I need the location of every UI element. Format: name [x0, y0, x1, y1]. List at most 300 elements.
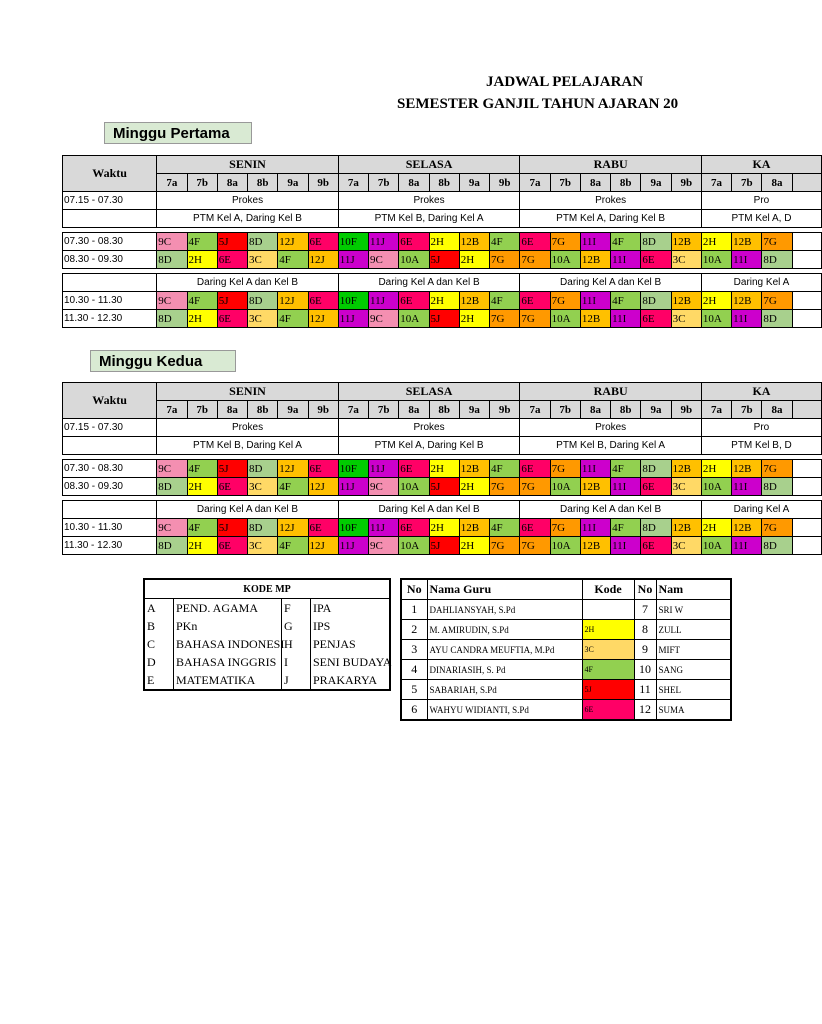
session-note: PTM Kel B, D — [701, 437, 821, 455]
schedule-cell: 4F — [187, 519, 217, 537]
teacher-code: 4F — [582, 660, 634, 680]
schedule-cell: 8D — [762, 537, 792, 555]
subject-name: SENI BUDAYA — [311, 653, 391, 671]
class-col-header: 8b — [429, 401, 459, 419]
class-col-header: 9b — [490, 174, 520, 192]
schedule-cell: 11I — [611, 478, 641, 496]
schedule-cell: 6E — [399, 460, 429, 478]
schedule-cell: 12B — [671, 292, 701, 310]
class-col-header: 7b — [550, 174, 580, 192]
subject-code: B — [144, 617, 174, 635]
schedule-cell: 11J — [369, 292, 399, 310]
schedule-cell: 10A — [399, 310, 429, 328]
schedule-cell: 3C — [248, 478, 278, 496]
schedule-cell: 4F — [611, 292, 641, 310]
schedule-cell: 11I — [732, 478, 762, 496]
time-slot — [63, 501, 157, 519]
session-note: Daring Kel A dan Kel B — [520, 501, 702, 519]
schedule-cell: 12B — [580, 251, 610, 269]
teacher-number: 1 — [401, 600, 427, 620]
schedule-cell: 10A — [701, 251, 731, 269]
schedule-cell: 10A — [701, 310, 731, 328]
day-header: RABU — [520, 156, 702, 174]
schedule-cell: 11J — [369, 460, 399, 478]
schedule-cell: 11J — [369, 519, 399, 537]
schedule-cell: 3C — [248, 310, 278, 328]
schedule-cell: 7G — [490, 310, 520, 328]
schedule-cell: 6E — [217, 478, 247, 496]
schedule-cell: 6E — [641, 537, 671, 555]
schedule-cell: 11I — [580, 519, 610, 537]
teacher-number: 5 — [401, 680, 427, 700]
time-slot — [63, 210, 157, 228]
class-col-header: 9a — [641, 401, 671, 419]
schedule-cell: 12B — [459, 519, 489, 537]
schedule-cell: 7G — [490, 537, 520, 555]
session-note: Daring Kel A dan Kel B — [520, 274, 702, 292]
schedule-cell: 10A — [550, 537, 580, 555]
class-col-header: 8a — [580, 401, 610, 419]
schedule-cell: 2H — [701, 292, 731, 310]
schedule-cell: 10F — [338, 233, 368, 251]
session-note: Prokes — [338, 192, 520, 210]
schedule-cell: 3C — [671, 251, 701, 269]
teacher-name: SABARIAH, S.Pd — [427, 680, 582, 700]
schedule-cell: 9C — [157, 460, 187, 478]
class-col-header: 8a — [217, 174, 247, 192]
schedule-cell: 4F — [278, 537, 308, 555]
schedule-cell: 7G — [520, 537, 550, 555]
schedule-cell: 12B — [671, 519, 701, 537]
class-col-header: 8a — [217, 401, 247, 419]
schedule-cell: 6E — [520, 233, 550, 251]
class-col-header: 7b — [732, 174, 762, 192]
schedule-cell: 5J — [429, 478, 459, 496]
schedule-cell: 7G — [550, 460, 580, 478]
subject-name: PRAKARYA — [311, 671, 391, 690]
class-col-header: 8b — [429, 174, 459, 192]
schedule-cell: 8D — [157, 251, 187, 269]
schedule-cell: 8D — [157, 537, 187, 555]
class-col-header: 9b — [671, 174, 701, 192]
schedule-cell: 8D — [762, 478, 792, 496]
session-note: PTM Kel B, Daring Kel A — [520, 437, 702, 455]
schedule-cell: 8D — [641, 519, 671, 537]
session-note: Prokes — [520, 419, 702, 437]
schedule-cell: 9C — [157, 233, 187, 251]
guru-header: Nam — [656, 579, 731, 600]
teacher-number: 12 — [634, 700, 656, 721]
class-col-header: 8b — [611, 401, 641, 419]
class-col-header: 8a — [399, 174, 429, 192]
class-col-header: 9a — [459, 174, 489, 192]
session-note: PTM Kel A, D — [701, 210, 821, 228]
time-slot: 11.30 - 12.30 — [63, 537, 157, 555]
session-note: PTM Kel B, Daring Kel A — [338, 210, 520, 228]
teacher-code: 2H — [582, 620, 634, 640]
kode-mp-header: KODE MP — [144, 579, 390, 599]
guru-table — [400, 578, 732, 721]
class-col-header: 9b — [490, 401, 520, 419]
schedule-cell: 8D — [641, 233, 671, 251]
schedule-cell: 8D — [762, 251, 792, 269]
schedule-cell: 4F — [278, 310, 308, 328]
schedule-cell: 12B — [732, 233, 762, 251]
guru-header: No — [634, 579, 656, 600]
time-slot: 08.30 - 09.30 — [63, 251, 157, 269]
schedule-cell: 11I — [732, 251, 762, 269]
class-col-header: 7a — [701, 401, 731, 419]
teacher-name: DAHLIANSYAH, S.Pd — [427, 600, 582, 620]
schedule-cell: 7G — [762, 233, 792, 251]
class-col-header: 9a — [641, 174, 671, 192]
schedule-cell: 12B — [459, 233, 489, 251]
schedule-cell: 2H — [701, 460, 731, 478]
teacher-number: 4 — [401, 660, 427, 680]
class-col-header: 7a — [520, 174, 550, 192]
class-col-header: 9b — [308, 401, 338, 419]
schedule-cell — [792, 519, 821, 537]
schedule-cell: 10A — [399, 251, 429, 269]
class-col-header: 9a — [278, 401, 308, 419]
schedule-cell: 4F — [611, 519, 641, 537]
schedule-cell — [792, 310, 821, 328]
schedule-cell: 4F — [187, 460, 217, 478]
schedule-cell: 12B — [580, 537, 610, 555]
class-col-header: 8b — [248, 174, 278, 192]
schedule-cell: 7G — [550, 233, 580, 251]
schedule-cell: 4F — [611, 233, 641, 251]
time-slot — [63, 437, 157, 455]
teacher-number: 7 — [634, 600, 656, 620]
schedule-cell: 12J — [308, 251, 338, 269]
class-col-header: 7a — [157, 401, 187, 419]
schedule-cell: 6E — [399, 292, 429, 310]
schedule-week-2 — [62, 382, 822, 555]
schedule-cell: 10A — [550, 478, 580, 496]
subject-code: G — [282, 617, 311, 635]
schedule-cell — [792, 251, 821, 269]
title-line-1: JADWAL PELAJARAN — [486, 74, 644, 90]
schedule-cell: 12J — [278, 292, 308, 310]
session-note: Prokes — [157, 419, 339, 437]
schedule-cell: 5J — [217, 233, 247, 251]
class-col-header: 7a — [701, 174, 731, 192]
class-col-header: 8a — [399, 401, 429, 419]
teacher-code: 3C — [582, 640, 634, 660]
schedule-cell: 2H — [429, 519, 459, 537]
schedule-cell: 11J — [338, 478, 368, 496]
schedule-cell: 10A — [399, 537, 429, 555]
schedule-cell: 12J — [278, 519, 308, 537]
schedule-cell: 9C — [369, 310, 399, 328]
teacher-code: 6E — [582, 700, 634, 721]
session-note: Daring Kel A dan Kel B — [338, 501, 520, 519]
schedule-cell: 6E — [520, 292, 550, 310]
schedule-cell: 8D — [248, 292, 278, 310]
schedule-cell: 8D — [157, 478, 187, 496]
subject-name: PKn — [174, 617, 282, 635]
teacher-name: SRI W — [656, 600, 731, 620]
subject-code: A — [144, 599, 174, 618]
schedule-cell: 4F — [490, 292, 520, 310]
schedule-cell: 11I — [611, 537, 641, 555]
day-header: SENIN — [157, 383, 339, 401]
subject-name: PENJAS — [311, 635, 391, 653]
time-slot: 07.15 - 07.30 — [63, 192, 157, 210]
schedule-cell: 12B — [732, 292, 762, 310]
session-note: Pro — [701, 419, 821, 437]
teacher-name: MIFT — [656, 640, 731, 660]
schedule-cell — [792, 292, 821, 310]
teacher-name: SHEL — [656, 680, 731, 700]
waktu-header: Waktu — [63, 156, 157, 192]
schedule-cell: 12B — [459, 292, 489, 310]
schedule-cell: 4F — [278, 478, 308, 496]
class-col-header: 7a — [520, 401, 550, 419]
guru-header: No — [401, 579, 427, 600]
teacher-code: 5J — [582, 680, 634, 700]
schedule-cell: 12B — [580, 310, 610, 328]
schedule-cell: 11I — [732, 537, 762, 555]
schedule-cell: 4F — [187, 233, 217, 251]
schedule-cell: 12B — [671, 233, 701, 251]
schedule-cell: 2H — [429, 292, 459, 310]
session-note: PTM Kel A, Daring Kel B — [338, 437, 520, 455]
schedule-cell: 9C — [369, 251, 399, 269]
schedule-cell: 12B — [732, 519, 762, 537]
schedule-cell: 12J — [308, 478, 338, 496]
time-slot — [63, 274, 157, 292]
schedule-cell: 2H — [429, 460, 459, 478]
week-2-label: Minggu Kedua — [90, 350, 236, 372]
schedule-cell: 11I — [611, 310, 641, 328]
session-note: Prokes — [157, 192, 339, 210]
schedule-cell — [792, 478, 821, 496]
session-note: Prokes — [520, 192, 702, 210]
schedule-cell: 3C — [671, 478, 701, 496]
schedule-cell: 12J — [278, 233, 308, 251]
class-col-header: 8a — [762, 174, 792, 192]
class-col-header: 9b — [671, 401, 701, 419]
teacher-name: AYU CANDRA MEUFTIA, M.Pd — [427, 640, 582, 660]
schedule-cell: 10A — [399, 478, 429, 496]
schedule-cell: 5J — [429, 251, 459, 269]
schedule-cell: 6E — [217, 537, 247, 555]
subject-code: F — [282, 599, 311, 618]
class-col-header: 7b — [369, 174, 399, 192]
schedule-cell: 11I — [580, 460, 610, 478]
schedule-cell: 12B — [580, 478, 610, 496]
schedule-cell: 2H — [459, 310, 489, 328]
class-col-header — [792, 401, 821, 419]
schedule-cell: 7G — [762, 460, 792, 478]
teacher-number: 2 — [401, 620, 427, 640]
session-note: PTM Kel A, Daring Kel B — [157, 210, 339, 228]
schedule-cell: 10A — [701, 478, 731, 496]
schedule-cell: 5J — [429, 537, 459, 555]
schedule-cell: 2H — [187, 478, 217, 496]
teacher-code — [582, 600, 634, 620]
teacher-name: SANG — [656, 660, 731, 680]
schedule-cell: 7G — [520, 310, 550, 328]
schedule-cell: 5J — [217, 519, 247, 537]
class-col-header: 8a — [762, 401, 792, 419]
schedule-cell: 8D — [248, 233, 278, 251]
schedule-cell: 4F — [278, 251, 308, 269]
schedule-cell: 12J — [308, 310, 338, 328]
teacher-number: 10 — [634, 660, 656, 680]
schedule-cell: 6E — [641, 251, 671, 269]
subject-name: IPS — [311, 617, 391, 635]
schedule-cell: 8D — [641, 292, 671, 310]
schedule-week-1 — [62, 155, 822, 328]
schedule-cell: 6E — [641, 478, 671, 496]
day-header: SELASA — [338, 383, 520, 401]
schedule-cell: 2H — [429, 233, 459, 251]
teacher-name: M. AMIRUDIN, S.Pd — [427, 620, 582, 640]
schedule-cell: 11J — [338, 251, 368, 269]
schedule-cell: 5J — [217, 292, 247, 310]
class-col-header: 7b — [187, 174, 217, 192]
schedule-cell: 4F — [490, 460, 520, 478]
schedule-cell — [792, 233, 821, 251]
class-col-header: 8b — [611, 174, 641, 192]
schedule-cell: 11I — [611, 251, 641, 269]
schedule-cell: 8D — [248, 519, 278, 537]
class-col-header — [792, 174, 821, 192]
schedule-cell: 4F — [490, 519, 520, 537]
schedule-cell: 9C — [157, 519, 187, 537]
time-slot: 07.30 - 08.30 — [63, 460, 157, 478]
class-col-header: 9a — [459, 401, 489, 419]
day-header: SENIN — [157, 156, 339, 174]
schedule-cell: 6E — [641, 310, 671, 328]
schedule-cell: 7G — [520, 251, 550, 269]
schedule-cell: 7G — [762, 292, 792, 310]
schedule-cell: 2H — [459, 478, 489, 496]
subject-name: IPA — [311, 599, 391, 618]
class-col-header: 7b — [550, 401, 580, 419]
class-col-header: 7a — [338, 401, 368, 419]
teacher-name: DINARIASIH, S. Pd — [427, 660, 582, 680]
teacher-name: SUMA — [656, 700, 731, 721]
schedule-cell: 6E — [308, 233, 338, 251]
session-note: Daring Kel A dan Kel B — [157, 501, 339, 519]
session-note: Daring Kel A dan Kel B — [157, 274, 339, 292]
time-slot: 08.30 - 09.30 — [63, 478, 157, 496]
class-col-header: 8a — [580, 174, 610, 192]
subject-code: I — [282, 653, 311, 671]
session-note: PTM Kel A, Daring Kel B — [520, 210, 702, 228]
schedule-cell: 9C — [369, 478, 399, 496]
teacher-number: 6 — [401, 700, 427, 721]
subject-name: BAHASA INGGRIS — [174, 653, 282, 671]
schedule-cell: 12J — [308, 537, 338, 555]
class-col-header: 7b — [187, 401, 217, 419]
schedule-cell: 12B — [671, 460, 701, 478]
schedule-cell: 8D — [641, 460, 671, 478]
schedule-cell: 4F — [611, 460, 641, 478]
teacher-name: WAHYU WIDIANTI, S.Pd — [427, 700, 582, 721]
day-header: RABU — [520, 383, 702, 401]
schedule-cell: 12B — [459, 460, 489, 478]
schedule-cell: 6E — [399, 233, 429, 251]
schedule-cell: 6E — [520, 519, 550, 537]
class-col-header: 7b — [732, 401, 762, 419]
schedule-cell: 7G — [550, 519, 580, 537]
time-slot: 10.30 - 11.30 — [63, 519, 157, 537]
time-slot: 10.30 - 11.30 — [63, 292, 157, 310]
class-col-header: 7b — [369, 401, 399, 419]
day-header: SELASA — [338, 156, 520, 174]
schedule-cell: 6E — [308, 292, 338, 310]
time-slot: 07.30 - 08.30 — [63, 233, 157, 251]
schedule-cell: 12B — [732, 460, 762, 478]
schedule-cell: 7G — [490, 251, 520, 269]
subject-code: H — [282, 635, 311, 653]
day-header: KA — [701, 383, 821, 401]
schedule-cell: 2H — [701, 519, 731, 537]
schedule-cell: 3C — [248, 251, 278, 269]
schedule-cell: 2H — [187, 251, 217, 269]
subject-code: C — [144, 635, 174, 653]
schedule-cell — [792, 537, 821, 555]
day-header: KA — [701, 156, 821, 174]
class-col-header: 7a — [338, 174, 368, 192]
schedule-cell: 6E — [217, 251, 247, 269]
schedule-cell: 5J — [217, 460, 247, 478]
week-1-label: Minggu Pertama — [104, 122, 252, 144]
schedule-cell: 8D — [248, 460, 278, 478]
schedule-cell: 11J — [369, 233, 399, 251]
schedule-cell: 7G — [490, 478, 520, 496]
schedule-cell: 7G — [520, 478, 550, 496]
session-note: PTM Kel B, Daring Kel A — [157, 437, 339, 455]
schedule-cell: 3C — [248, 537, 278, 555]
schedule-cell: 6E — [217, 310, 247, 328]
schedule-cell: 3C — [671, 310, 701, 328]
subject-code: D — [144, 653, 174, 671]
schedule-cell: 6E — [520, 460, 550, 478]
time-slot: 07.15 - 07.30 — [63, 419, 157, 437]
subject-code: J — [282, 671, 311, 690]
schedule-cell: 6E — [308, 460, 338, 478]
subject-name: PEND. AGAMA — [174, 599, 282, 618]
teacher-name: ZULL — [656, 620, 731, 640]
schedule-cell: 3C — [671, 537, 701, 555]
schedule-cell — [792, 460, 821, 478]
guru-header: Nama Guru — [427, 579, 582, 600]
schedule-cell: 10A — [550, 310, 580, 328]
session-note: Daring Kel A — [701, 501, 821, 519]
guru-header: Kode — [582, 579, 634, 600]
schedule-cell: 7G — [762, 519, 792, 537]
schedule-cell: 11J — [338, 537, 368, 555]
schedule-cell: 11I — [580, 233, 610, 251]
subject-code: E — [144, 671, 174, 690]
schedule-cell: 6E — [399, 519, 429, 537]
class-col-header: 7a — [157, 174, 187, 192]
time-slot: 11.30 - 12.30 — [63, 310, 157, 328]
session-note: Pro — [701, 192, 821, 210]
schedule-cell: 9C — [369, 537, 399, 555]
teacher-number: 11 — [634, 680, 656, 700]
teacher-number: 3 — [401, 640, 427, 660]
schedule-cell: 2H — [187, 537, 217, 555]
kode-mp-table — [143, 578, 391, 691]
schedule-cell: 11J — [338, 310, 368, 328]
